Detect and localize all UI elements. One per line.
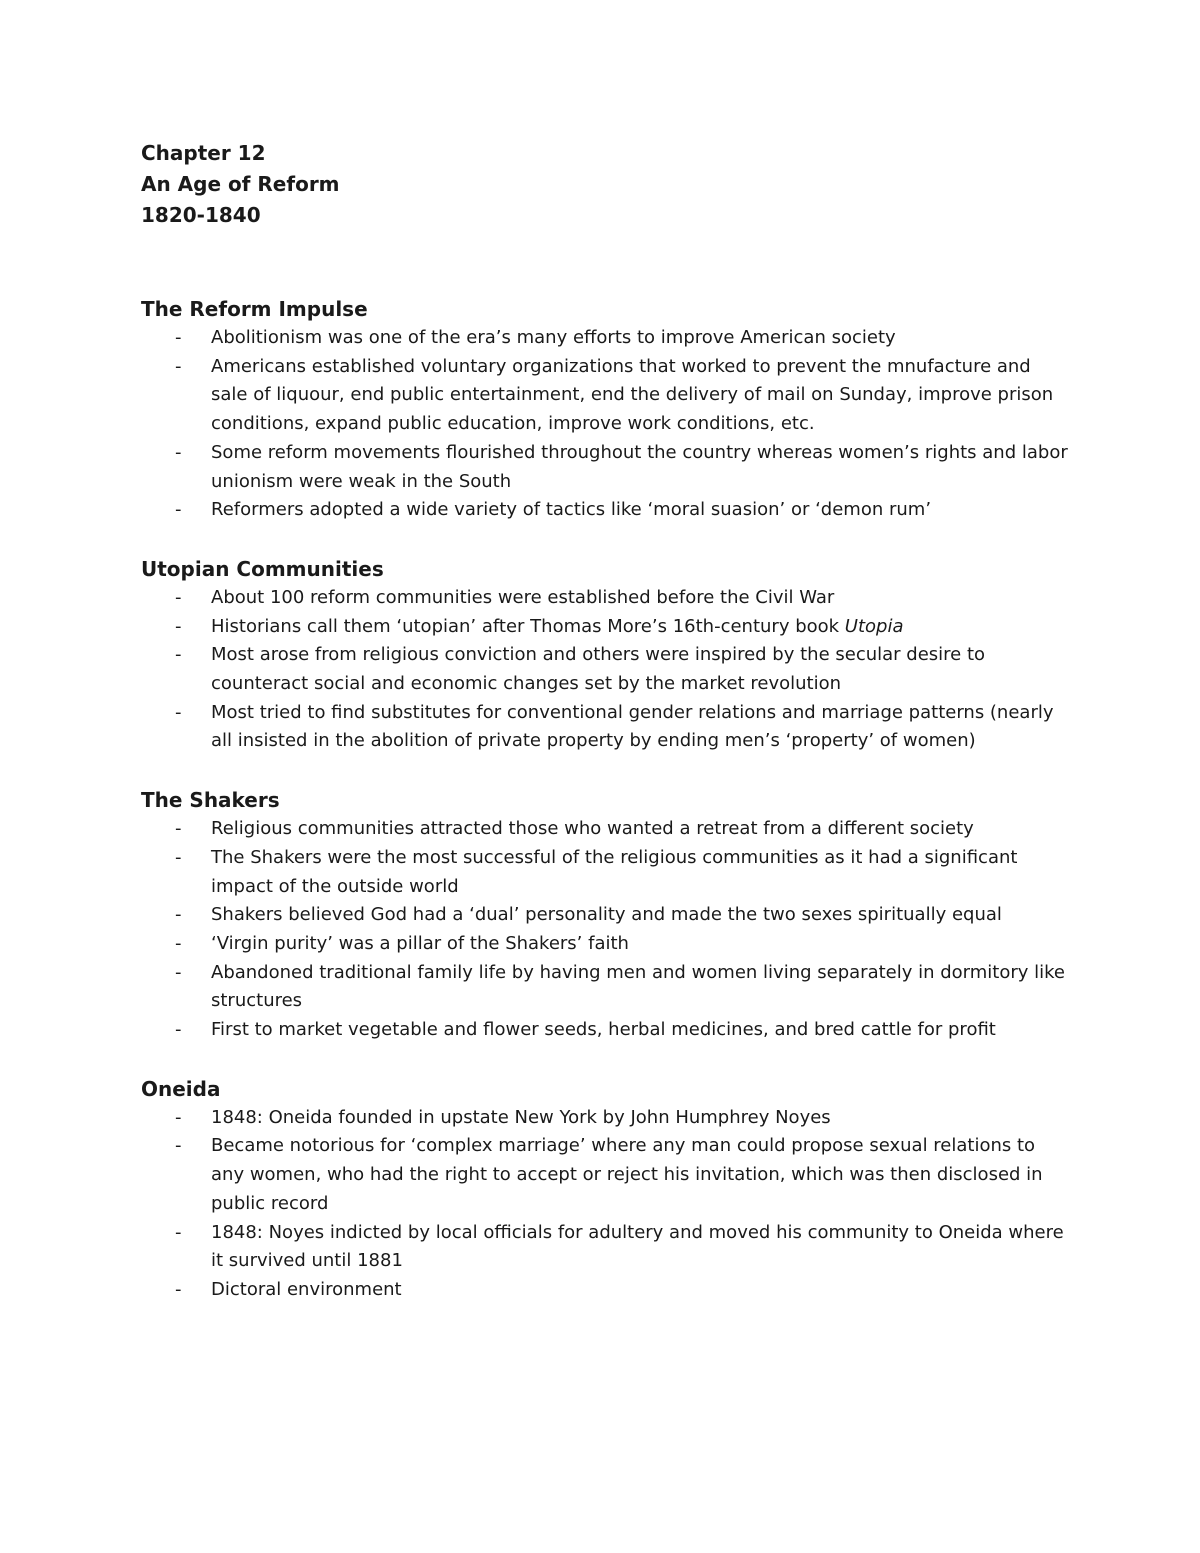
section-shakers bbox=[141, 786, 1071, 1045]
list-item bbox=[141, 1104, 1071, 1133]
chapter-number: Chapter 12 bbox=[141, 141, 266, 165]
bullet-text: About 100 reform communities were established before the Civil War bbox=[211, 586, 835, 608]
section-heading: The Shakers bbox=[141, 788, 280, 813]
list-item bbox=[141, 613, 1071, 642]
bullet-text: 1848: Oneida founded in upstate New York by John Humphrey Noyes bbox=[211, 1106, 831, 1128]
document-title-block bbox=[141, 138, 1071, 231]
bullet-dash: - bbox=[175, 615, 182, 637]
bullet-dash: - bbox=[175, 586, 182, 608]
section-heading: Oneida bbox=[141, 1076, 221, 1101]
bullet-text: ‘Virgin purity’ was a pillar of the Shakers’ faith bbox=[211, 932, 629, 954]
bullet-text: Some reform movements flourished throughout the country whereas women’s rights and labor unionism were weak in the South bbox=[211, 441, 1068, 492]
bullet-text: Became notorious for ‘complex marriage’ where any man could propose sexual relations to any women, who had the right to accept or reject his invitation, which was then disclosed in public record bbox=[211, 1135, 1043, 1214]
list-item bbox=[141, 1276, 1071, 1305]
list-item bbox=[141, 930, 1071, 959]
bullet-dash: - bbox=[175, 644, 182, 666]
bullet-dash: - bbox=[175, 355, 182, 377]
list-item bbox=[141, 959, 1071, 1016]
bullet-dash: - bbox=[175, 441, 182, 463]
bullet-list bbox=[141, 584, 1071, 756]
bullet-list bbox=[141, 815, 1071, 1045]
bullet-dash: - bbox=[175, 1106, 182, 1128]
bullet-text: First to market vegetable and flower seeds, herbal medicines, and bred cattle for profit bbox=[211, 1019, 996, 1041]
bullet-dash: - bbox=[175, 904, 182, 926]
list-item bbox=[141, 353, 1071, 439]
bullet-text: Most tried to find substitutes for conventional gender relations and marriage patterns (nearly all insisted in the abolition of private property by ending men’s ‘property’ of women) bbox=[211, 701, 1054, 752]
list-item bbox=[141, 815, 1071, 844]
list-item bbox=[141, 844, 1071, 901]
bullet-dash: - bbox=[175, 1135, 182, 1157]
bullet-dash: - bbox=[175, 1278, 182, 1300]
bullet-text: The Shakers were the most successful of the religious communities as it had a significant impact of the outside world bbox=[211, 846, 1018, 897]
document-page bbox=[141, 138, 1071, 1305]
section-heading: The Reform Impulse bbox=[141, 297, 368, 321]
list-item bbox=[141, 1016, 1071, 1045]
bullet-text: Religious communities attracted those who wanted a retreat from a different society bbox=[211, 818, 974, 840]
bullet-dash: - bbox=[175, 499, 182, 521]
bullet-text: Historians call them ‘utopian’ after Thomas More’s 16th-century book Utopia bbox=[211, 615, 904, 637]
bullet-dash: - bbox=[175, 1019, 182, 1041]
list-item bbox=[141, 1132, 1071, 1218]
section-heading: Utopian Communities bbox=[141, 556, 384, 581]
bullet-text: Abandoned traditional family life by having men and women living separately in dormitory like structures bbox=[211, 961, 1065, 1012]
section-utopian-communities bbox=[141, 555, 1071, 756]
bullet-dash: - bbox=[175, 961, 182, 983]
bullet-dash: - bbox=[175, 701, 182, 723]
list-item bbox=[141, 439, 1071, 496]
bullet-text: Americans established voluntary organizations that worked to prevent the mnufacture and sale of liquour, end public entertainment, end the delivery of mail on Sunday, improve prison conditions, expand public education, improve work conditions, etc. bbox=[211, 355, 1054, 435]
bullet-dash: - bbox=[175, 932, 182, 954]
bullet-text: 1848: Noyes indicted by local officials for adultery and moved his community to Oneida where it survived until 1881 bbox=[211, 1221, 1064, 1272]
list-item bbox=[141, 1219, 1071, 1276]
list-item bbox=[141, 496, 1071, 525]
bullet-dash: - bbox=[175, 846, 182, 868]
bullet-dash: - bbox=[175, 1221, 182, 1243]
section-reform-impulse bbox=[141, 295, 1071, 525]
list-item bbox=[141, 641, 1071, 698]
bullet-text: Dictoral environment bbox=[211, 1278, 402, 1300]
bullet-text: Reformers adopted a wide variety of tactics like ‘moral suasion’ or ‘demon rum’ bbox=[211, 499, 932, 521]
bullet-text: Most arose from religious conviction and others were inspired by the secular desire to counteract social and economic changes set by the market revolution bbox=[211, 644, 986, 695]
bullet-list bbox=[141, 324, 1071, 525]
list-item bbox=[141, 901, 1071, 930]
bullet-text: Abolitionism was one of the era’s many efforts to improve American society bbox=[211, 327, 896, 348]
bullet-dash: - bbox=[175, 327, 182, 348]
bullet-list bbox=[141, 1104, 1071, 1305]
list-item bbox=[141, 584, 1071, 613]
list-item bbox=[141, 699, 1071, 756]
bullet-text: Shakers believed God had a ‘dual’ personality and made the two sexes spiritually equal bbox=[211, 904, 1002, 926]
section-oneida bbox=[141, 1075, 1071, 1305]
chapter-title: An Age of Reform bbox=[141, 172, 340, 196]
list-item bbox=[141, 324, 1071, 353]
chapter-date-range: 1820-1840 bbox=[141, 203, 261, 227]
bullet-dash: - bbox=[175, 818, 182, 840]
book-title-utopia: Utopia bbox=[844, 615, 904, 637]
